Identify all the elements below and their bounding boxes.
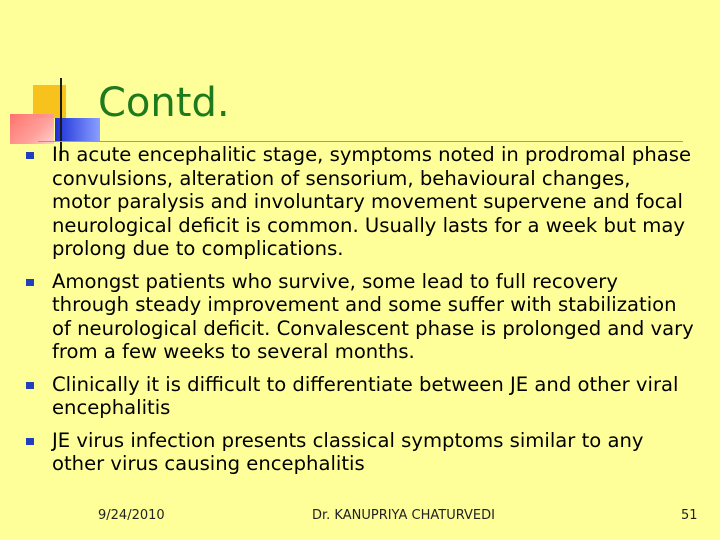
bullet-text: JE virus infection presents classical symptoms similar to any other virus causing encephalitis	[52, 428, 644, 475]
bullet-text: Clinically it is difficult to differentiate between JE and other viral encephalitis	[52, 372, 679, 419]
bullet-list	[24, 143, 694, 485]
bullet-text: Amongst patients who survive, some lead to full recovery through steady improvement and some suffer with stabilization of neurological deficit. Convalescent phase is prolonged and vary from a few weeks to several months.	[52, 269, 694, 363]
decorative-red-square	[10, 114, 54, 144]
footer-page-number: 51	[681, 508, 698, 523]
footer-date: 9/24/2010	[98, 508, 165, 523]
bullet-marker-icon	[26, 382, 34, 389]
slide-title: Contd.	[98, 80, 230, 126]
bullet-text: In acute encephalitic stage, symptoms noted in prodromal phase convulsions, alteration of sensorium, behavioural changes, motor paralysis and involuntary movement supervene and focal neurological deficit is common. Usually lasts for a week but may prolong due to complications.	[52, 143, 692, 260]
bullet-item	[24, 143, 694, 261]
footer-author: Dr. KANUPRIYA CHATURVEDI	[312, 508, 495, 523]
bullet-item	[24, 270, 694, 364]
bullet-marker-icon	[26, 152, 34, 159]
bullet-item	[24, 429, 694, 476]
bullet-item	[24, 373, 694, 420]
bullet-marker-icon	[26, 279, 34, 286]
title-underline	[38, 141, 683, 142]
bullet-marker-icon	[26, 438, 34, 445]
